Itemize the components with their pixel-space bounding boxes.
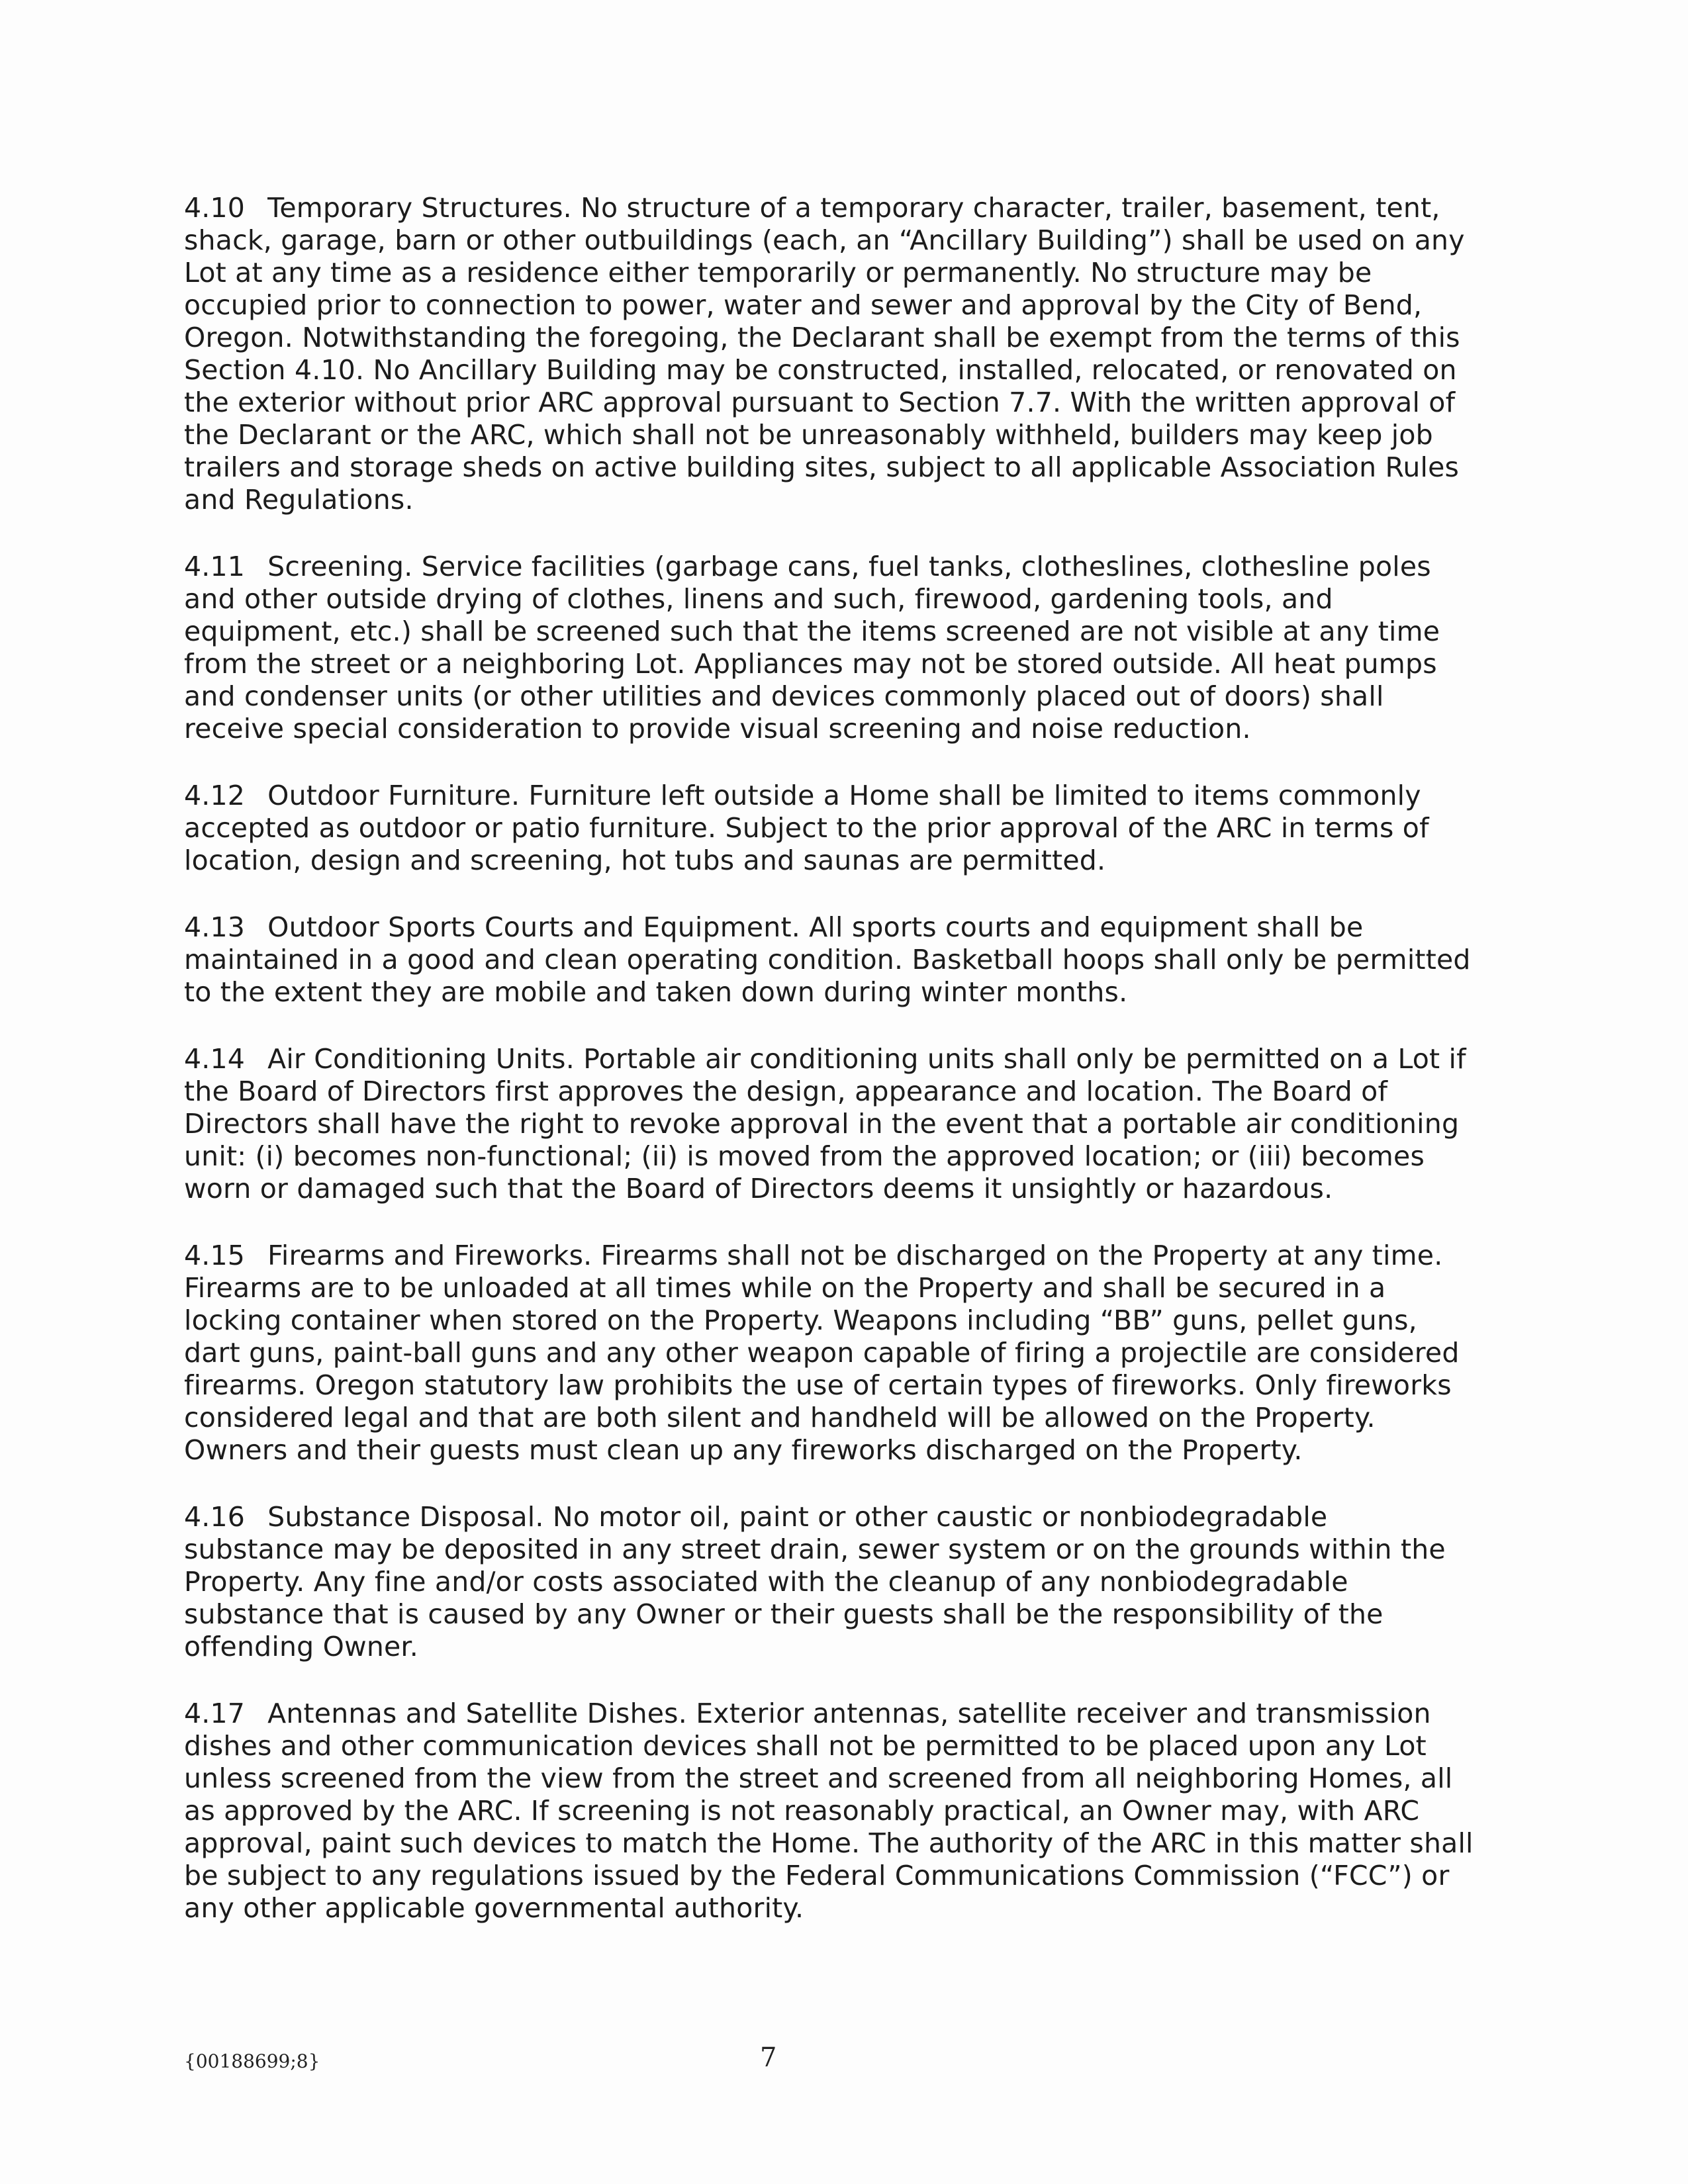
section-text: Temporary Structures. No structure of a temporary character, trailer, basement, tent, shack, garage, barn or other outbuildings (each, an “Ancillary Building”) shall be used on any Lot at any time as a residence either temporarily or permanently. No structure may be occupied prior to connection to power, water and sewer and approval by the City of Bend, Oregon. Notwithstanding the foregoing, the Declarant shall be exempt from the terms of this Section 4.10. No Ancillary Building may be constructed, installed, relocated, or renovated on the exterior without prior ARC approval pursuant to Section 7.7. With the written approval of the Declarant or the ARC, which shall not be unreasonably withheld, builders may keep job trailers and storage sheds on active building sites, subject to all applicable Association Rules and Regulations.	[184, 192, 1465, 516]
section-number: 4.10	[184, 192, 246, 224]
document-code: {00188699;8}	[184, 2050, 320, 2072]
section-text: Outdoor Sports Courts and Equipment. All sports courts and equipment shall be maintained in a good and clean operating condition. Basketball hoops shall only be permitted to the extent they are mobile and taken down during winter months.	[184, 911, 1471, 1008]
section-4-13	[184, 911, 1475, 1009]
section-text: Outdoor Furniture. Furniture left outside a Home shall be limited to items commonly accepted as outdoor or patio furniture. Subject to the prior approval of the ARC in terms of location, design and screening, hot tubs and saunas are permitted.	[184, 780, 1429, 876]
section-number: 4.11	[184, 551, 246, 582]
section-number: 4.14	[184, 1043, 246, 1075]
document-body	[184, 192, 1475, 1959]
page-number: 7	[760, 2042, 777, 2073]
section-number: 4.16	[184, 1501, 246, 1533]
section-4-12	[184, 780, 1475, 877]
section-4-17	[184, 1698, 1475, 1925]
section-4-10	[184, 192, 1475, 516]
section-4-16	[184, 1501, 1475, 1663]
section-text: Antennas and Satellite Dishes. Exterior antennas, satellite receiver and transmission dishes and other communication devices shall not be permitted to be placed upon any Lot unless screened from the view from the street and screened from all neighboring Homes, all as approved by the ARC. If screening is not reasonably practical, an Owner may, with ARC approval, paint such devices to match the Home. The authority of the ARC in this matter shall be subject to any regulations issued by the Federal Communications Commission (“FCC”) or any other applicable governmental authority.	[184, 1698, 1474, 1924]
section-text: Firearms and Fireworks. Firearms shall not be discharged on the Property at any time. Firearms are to be unloaded at all times while on the Property and shall be secured in a locking container when stored on the Property. Weapons including “BB” guns, pellet guns, dart guns, paint-ball guns and any other weapon capable of firing a projectile are considered firearms. Oregon statutory law prohibits the use of certain types of fireworks. Only fireworks considered legal and that are both silent and handheld will be allowed on the Property. Owners and their guests must clean up any fireworks discharged on the Property.	[184, 1240, 1460, 1466]
section-number: 4.13	[184, 911, 246, 943]
section-4-14	[184, 1043, 1475, 1205]
section-text: Substance Disposal. No motor oil, paint or other caustic or nonbiodegradable substance may be deposited in any street drain, sewer system or on the grounds within the Property. Any fine and/or costs associated with the cleanup of any nonbiodegradable substance that is caused by any Owner or their guests shall be the responsibility of the offending Owner.	[184, 1501, 1446, 1662]
section-number: 4.15	[184, 1240, 246, 1271]
section-4-15	[184, 1240, 1475, 1467]
section-text: Screening. Service facilities (garbage cans, fuel tanks, clotheslines, clothesline poles and other outside drying of clothes, linens and such, firewood, gardening tools, and equipment, etc.) shall be screened such that the items screened are not visible at any time from the street or a neighboring Lot. Appliances may not be stored outside. All heat pumps and condenser units (or other utilities and devices commonly placed out of doors) shall receive special consideration to provide visual screening and noise reduction.	[184, 551, 1440, 745]
section-number: 4.17	[184, 1698, 246, 1729]
section-text: Air Conditioning Units. Portable air conditioning units shall only be permitted on a Lot if the Board of Directors first approves the design, appearance and location. The Board of Directors shall have the right to revoke approval in the event that a portable air conditioning unit: (i) becomes non-functional; (ii) is moved from the approved location; or (iii) becomes worn or damaged such that the Board of Directors deems it unsightly or hazardous.	[184, 1043, 1466, 1205]
section-number: 4.12	[184, 780, 246, 811]
section-4-11	[184, 551, 1475, 745]
